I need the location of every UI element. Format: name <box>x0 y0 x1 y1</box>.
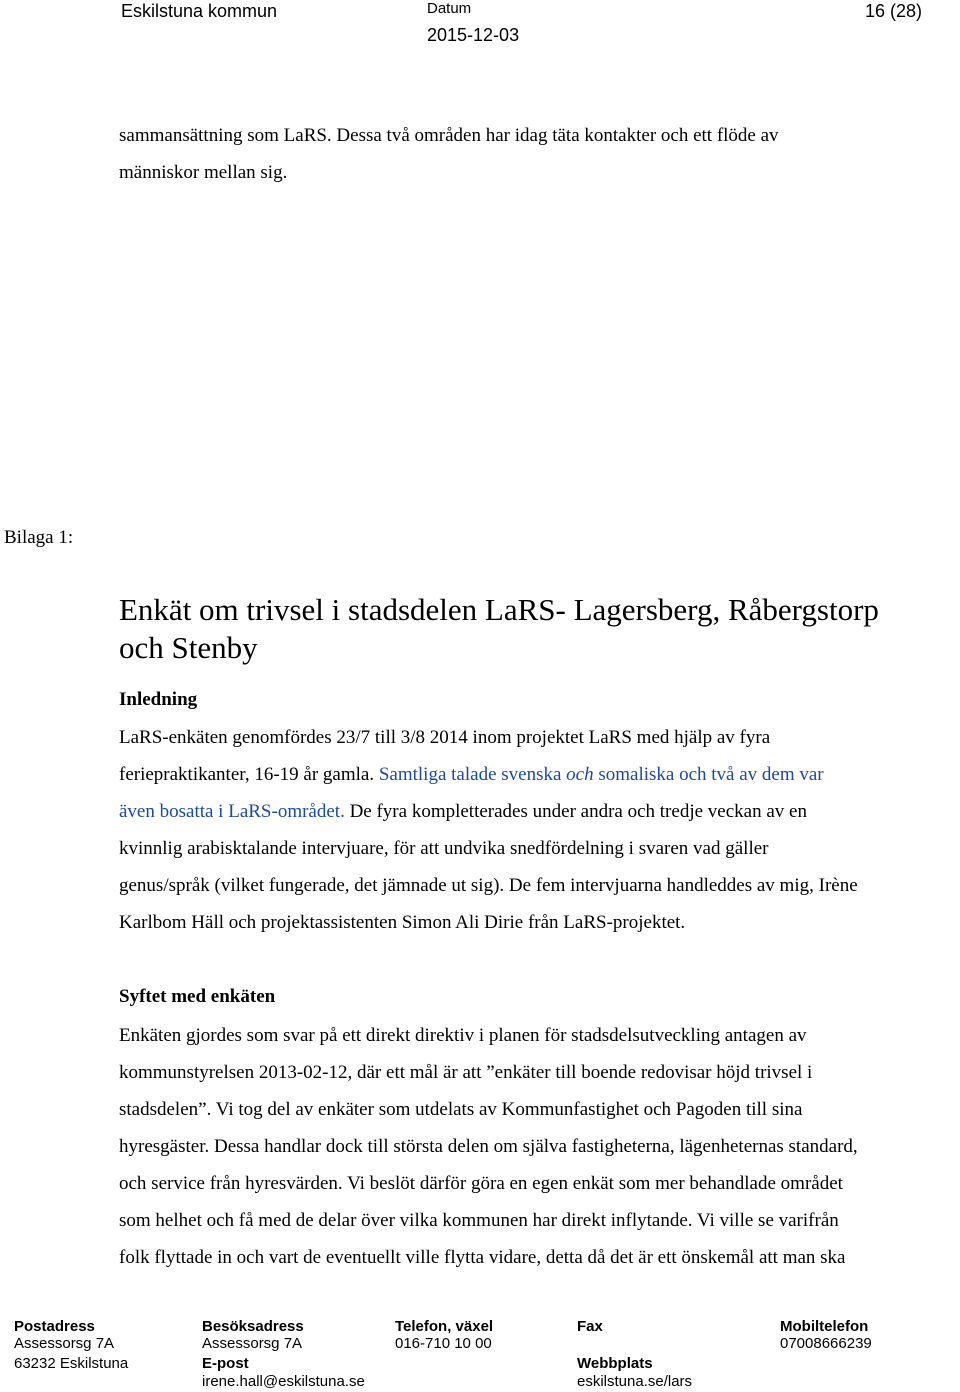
document-title <box>119 591 879 667</box>
text-line: Karlbom Häll och projektassistenten Simon Ali Dirie från LaRS-projektet. <box>119 912 686 933</box>
text-line: även bosatta i LaRS-området. De fyra kompletterades under andra och tredje veckan av en <box>119 801 807 822</box>
appendix-label: Bilaga 1: <box>4 527 74 548</box>
text-line: och service från hyresvärden. Vi beslöt därför göra en egen enkät som mer behandlade området <box>119 1173 843 1194</box>
document-date: 2015-12-03 <box>427 25 520 45</box>
text-line: hyresgäster. Dessa handlar dock till största delen om själva fastigheterna, lägenheternas standard, <box>119 1136 858 1157</box>
page-number: 16 (28) <box>865 1 923 21</box>
visit-address-label: Besöksadress <box>202 1318 304 1335</box>
mobile-label: Mobiltelefon <box>780 1318 869 1335</box>
text-line: genus/språk (vilket fungerade, det jämnade ut sig). De fem intervjuarna handleddes av mig, Irène <box>119 875 858 896</box>
section-heading-purpose: Syftet med enkäten <box>119 986 276 1007</box>
text-line: sammansättning som LaRS. Dessa två områden har idag täta kontakter och ett flöde av <box>119 125 779 146</box>
organization-name: Eskilstuna kommun <box>121 1 278 21</box>
fax-label: Fax <box>577 1318 603 1335</box>
text-line: som helhet och få med de delar över vilka kommunen har direkt inflytande. Vi ville se varifrån <box>119 1210 839 1231</box>
title-line: Enkät om trivsel i stadsdelen LaRS- Lagersberg, Råbergstorp <box>119 592 879 627</box>
text-line: människor mellan sig. <box>119 162 288 183</box>
title-line: och Stenby <box>119 630 258 665</box>
visit-street: Assessorsg 7A <box>202 1335 303 1352</box>
postal-address-label: Postadress <box>14 1318 95 1335</box>
email-label: E-post <box>202 1355 249 1372</box>
text-line: kvinnlig arabisktalande intervjuare, för att undvika snedfördelning i svaren vad gäller <box>119 838 769 859</box>
date-label: Datum <box>427 0 472 17</box>
mobile-value: 07008666239 <box>780 1335 872 1352</box>
text-line: LaRS-enkäten genomfördes 23/7 till 3/8 2014 inom projektet LaRS med hjälp av fyra <box>119 727 771 748</box>
phone-value: 016-710 10 00 <box>395 1335 492 1352</box>
section-heading-intro: Inledning <box>119 689 198 710</box>
text-line: folk flyttade in och vart de eventuellt ville flytta vidare, detta då det är ett önskemål att man ska <box>119 1247 846 1268</box>
website-value[interactable]: eskilstuna.se/lars <box>577 1373 693 1390</box>
continuation-paragraph <box>119 117 949 191</box>
phone-label: Telefon, växel <box>395 1318 494 1335</box>
email-value[interactable]: irene.hall@eskilstuna.se <box>202 1373 365 1390</box>
intro-paragraph <box>119 719 949 941</box>
website-label: Webbplats <box>577 1355 653 1372</box>
text-line: Enkäten gjordes som svar på ett direkt direktiv i planen för stadsdelsutveckling antagen av <box>119 1025 807 1046</box>
text-line: stadsdelen”. Vi tog del av enkäter som utdelats av Kommunfastighet och Pagoden till sina <box>119 1099 803 1120</box>
purpose-paragraph <box>119 1017 949 1276</box>
postal-street: Assessorsg 7A <box>14 1335 115 1352</box>
text-line: feriepraktikanter, 16-19 år gamla. Samtliga talade svenska och somaliska och två av dem var <box>119 764 824 785</box>
text-line: kommunstyrelsen 2013-02-12, där ett mål är att ”enkäter till boende redovisar höjd trivsel i <box>119 1062 813 1083</box>
postal-city: 63232 Eskilstuna <box>14 1355 129 1372</box>
